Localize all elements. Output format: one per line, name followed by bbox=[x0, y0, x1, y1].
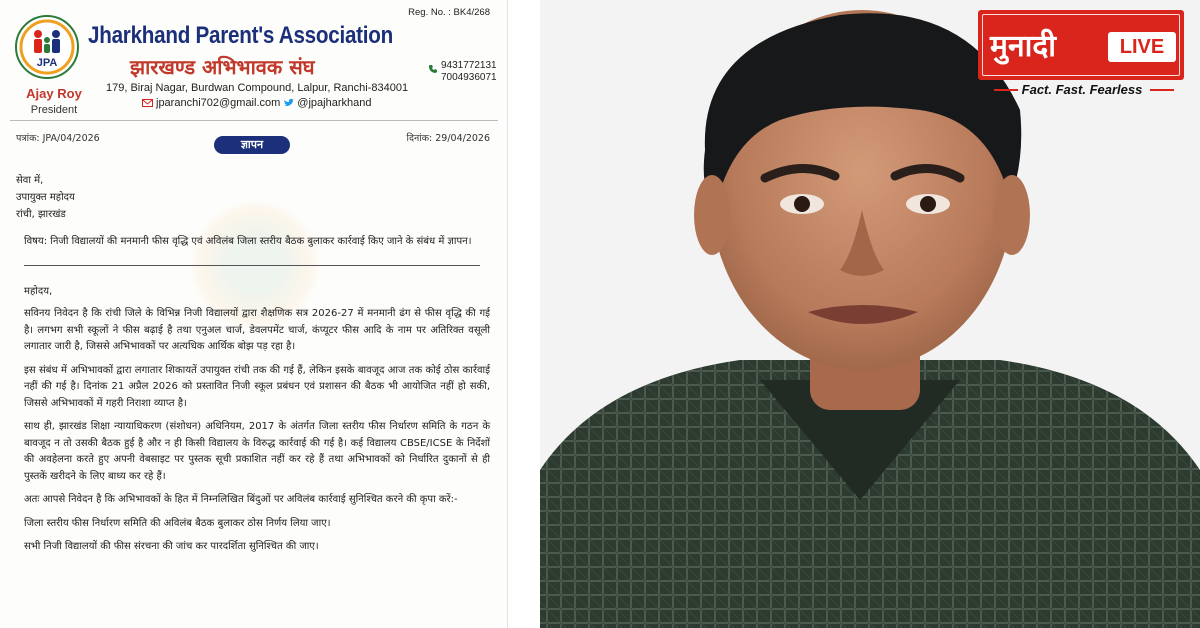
live-badge: LIVE bbox=[1108, 32, 1176, 62]
phone-number-1: 9431772131 bbox=[441, 60, 497, 71]
brand-tagline: Fact. Fast. Fearless bbox=[1021, 82, 1143, 97]
addressee-line: रांची, झारखंड bbox=[16, 209, 66, 220]
image-gutter bbox=[508, 0, 540, 628]
memo-title-badge: ज्ञापन bbox=[214, 136, 290, 154]
president-role: President bbox=[30, 104, 78, 116]
demand-item: जिला स्तरीय फीस निर्धारण समिति की अविलंब बैठक बुलाकर ठोस निर्णय लिया जाए। bbox=[24, 517, 331, 529]
body-paragraph: सविनय निवेदन है कि रांची जिले के विभिन्न निजी विद्यालयों द्वारा शैक्षणिक सत्र 2026-27 में मनमानी ढंग से फीस वृद्धि की गई है। लगभग सभी स्कूलों ने फीस बढ़ाई है तथा एनुअल चार्ज, डेवलपमेंट चार्ज, कंप्यूटर फीस आदि के नाम पर अतिरिक्त वसूली लगातार जारी है, जिससे अभिभावकों पर अत्यधिक आर्थिक बोझ पड़ रहा है। bbox=[24, 308, 490, 352]
organization-name-hindi: झारखण्ड अभिभावक संघ bbox=[130, 55, 315, 79]
tagline-bar-right bbox=[1150, 89, 1174, 91]
memo-subject: विषय: निजी विद्यालयों की मनमानी फीस वृद्धि एवं अविलंब जिला स्तरीय बैठक बुलाकर कार्रवाई किए जाने के संबंध में ज्ञापन। bbox=[24, 236, 472, 247]
munadi-live-logo bbox=[978, 10, 1184, 80]
twitter-icon bbox=[283, 98, 294, 108]
organization-address: 179, Biraj Nagar, Burdwan Compound, Lalpur, Ranchi-834001 bbox=[106, 82, 409, 94]
demand-item: सभी निजी विद्यालयों की फीस संरचना की जांच कर पारदर्शिता सुनिश्चित की जाए। bbox=[24, 541, 319, 552]
organization-name-english: Jharkhand Parent's Association bbox=[88, 22, 393, 49]
email-address: jparanchi702@gmail.com bbox=[156, 97, 281, 109]
salutation: महोदय, bbox=[24, 286, 53, 297]
body-paragraph: अतः आपसे निवेदन है कि अभिभावकों के हित में निम्नलिखित बिंदुओं पर अविलंब कार्रवाई सुनिश्चित करने की कृपा करें:- bbox=[24, 494, 458, 505]
logo-text: JPA bbox=[36, 57, 58, 69]
phone-number-2: 7004936071 bbox=[441, 72, 497, 83]
memo-body bbox=[24, 306, 490, 563]
twitter-handle: @jpajharkhand bbox=[297, 97, 372, 109]
registration-number: Reg. No. : BK4/268 bbox=[408, 7, 490, 18]
contact-line bbox=[142, 97, 371, 109]
addressee-line: उपायुक्त महोदय bbox=[16, 192, 75, 203]
phone-numbers bbox=[441, 60, 497, 84]
brand-name-hindi: मुनादी bbox=[990, 29, 1057, 64]
addressee-block bbox=[16, 172, 75, 223]
addressee-line: सेवा में, bbox=[16, 175, 44, 186]
president-name: Ajay Roy bbox=[26, 86, 82, 101]
jpa-logo-icon bbox=[14, 14, 80, 80]
phone-icon bbox=[428, 64, 438, 74]
body-paragraph: साथ ही, झारखंड शिक्षा न्यायाधिकरण (संशोधन) अधिनियम, 2017 के अंतर्गत जिला स्तरीय फीस निर्धारण समिति के गठन के बावजूद न तो उसकी बैठक हुई है और न ही किसी विद्यालय के विरुद्ध कार्रवाई की गई है। कई विद्यालय CBSE/ICSE के निर्देशों की अवहेलना करते हुए अपनी वेबसाइट पर पुस्तक सूची प्रकाशित नहीं कर रहे हैं तथा अभिभावकों को निर्धारित दुकानों से ही पुस्तकें खरीदने के लिए बाध्य कर रहे हैं। bbox=[24, 421, 490, 482]
body-paragraph: इस संबंध में अभिभावकों द्वारा लगातार शिकायतें उपायुक्त रांची तक की गई हैं, लेकिन इसके बावजूद आज तक कोई ठोस कार्रवाई नहीं की गई है। दिनांक 21 अप्रैल 2026 को प्रस्तावित निजी स्कूल प्रबंधन एवं प्रशासन की बैठक भी आयोजित नहीं हो सकी, जिससे अभिभावकों में गहरी निराशा व्याप्त है। bbox=[24, 364, 490, 409]
email-icon bbox=[142, 98, 153, 108]
memo-date: दिनांक: 29/04/2026 bbox=[406, 133, 490, 144]
reference-number: पत्रांक: JPA/04/2026 bbox=[16, 133, 100, 144]
memorandum-letter bbox=[0, 0, 508, 628]
subject-underline bbox=[24, 265, 480, 266]
letterhead-divider bbox=[10, 120, 498, 121]
